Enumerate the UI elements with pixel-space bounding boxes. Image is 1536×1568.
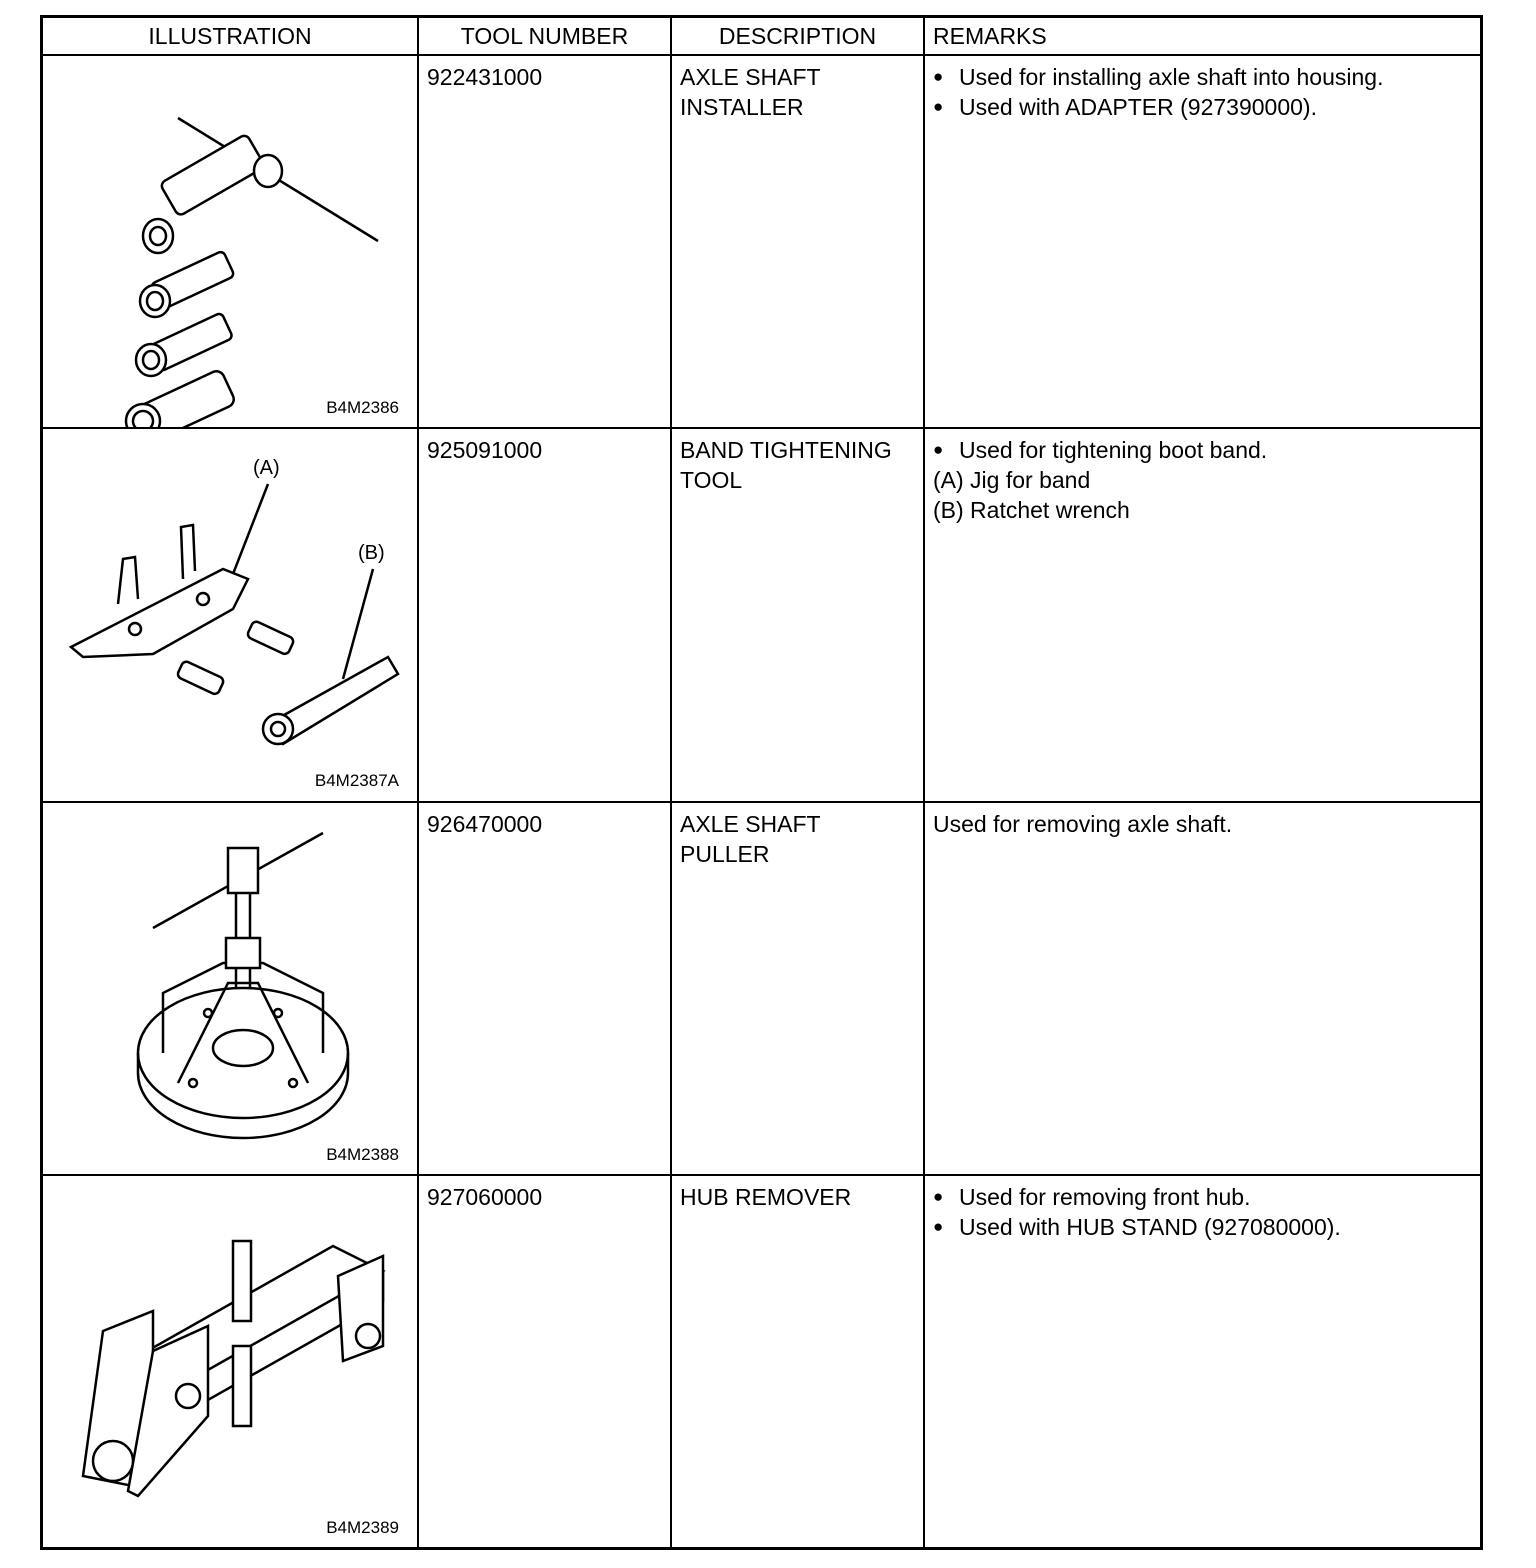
illustration-cell [43, 428, 418, 801]
description-line: AXLE SHAFT [680, 64, 821, 90]
special-tools-table-frame [40, 15, 1483, 1550]
hub-remover-illustration [43, 1176, 415, 1547]
description-line: HUB REMOVER [680, 1183, 852, 1210]
description-cell [671, 428, 924, 801]
remarks-cell [924, 1175, 1480, 1547]
header-tool-number: TOOL NUMBER [418, 18, 671, 55]
illustration-cell [43, 1175, 418, 1547]
remark-text: Used for removing axle shaft. [933, 810, 1233, 837]
bullet: ● [933, 1216, 944, 1236]
header-description: DESCRIPTION [671, 18, 924, 55]
table-row [43, 55, 1480, 428]
remark-text: Used for removing front hub. [959, 1183, 1251, 1210]
tool-number-cell: 925091000 [418, 428, 671, 801]
axle-shaft-installer-illustration [43, 56, 415, 427]
callout-a: (A) [253, 457, 280, 480]
tool-number-cell: 922431000 [418, 55, 671, 428]
table-row [43, 802, 1480, 1175]
tool-number-cell: 927060000 [418, 1175, 671, 1547]
figure-code: B4M2386 [326, 398, 399, 417]
description-line: INSTALLER [680, 94, 804, 120]
description-line: PULLER [680, 840, 770, 867]
remarks-cell [924, 802, 1480, 1175]
callout-b: (B) [358, 542, 385, 565]
table-row [43, 1175, 1480, 1547]
description-cell [671, 802, 924, 1175]
figure-code: B4M2389 [326, 1517, 399, 1537]
remarks-cell [924, 428, 1480, 801]
illustration-cell [43, 802, 418, 1175]
remark-text: Used for tightening boot band. [959, 437, 1268, 464]
remarks-cell [924, 55, 1480, 428]
table-row [43, 428, 1480, 801]
tool-number-cell: 926470000 [418, 802, 671, 1175]
remark-text: Used for installing axle shaft into housing. [959, 64, 1384, 90]
header-row [43, 18, 1480, 55]
figure-code: B4M2387A [314, 771, 399, 791]
bullet: ● [933, 67, 944, 86]
bullet: ● [933, 1186, 944, 1206]
description-line: AXLE SHAFT [680, 810, 821, 837]
header-illustration: ILLUSTRATION [43, 18, 418, 55]
band-tightening-tool-illustration [43, 429, 415, 800]
description-line: TOOL [680, 467, 743, 494]
bullet: ● [933, 440, 944, 460]
description-cell [671, 1175, 924, 1547]
axle-shaft-puller-illustration [43, 803, 415, 1174]
header-remarks: REMARKS [924, 18, 1480, 55]
illustration-cell [43, 55, 418, 428]
description-cell [671, 55, 924, 428]
remark-text: (B) Ratchet wrench [933, 497, 1130, 524]
bullet: ● [933, 97, 944, 116]
remark-text: Used with ADAPTER (927390000). [959, 94, 1317, 120]
remark-text: Used with HUB STAND (927080000). [959, 1213, 1341, 1240]
figure-code: B4M2388 [326, 1144, 399, 1164]
remark-text: (A) Jig for band [933, 467, 1091, 494]
special-tools-table [43, 18, 1480, 1547]
description-line: BAND TIGHTENING [680, 437, 892, 464]
